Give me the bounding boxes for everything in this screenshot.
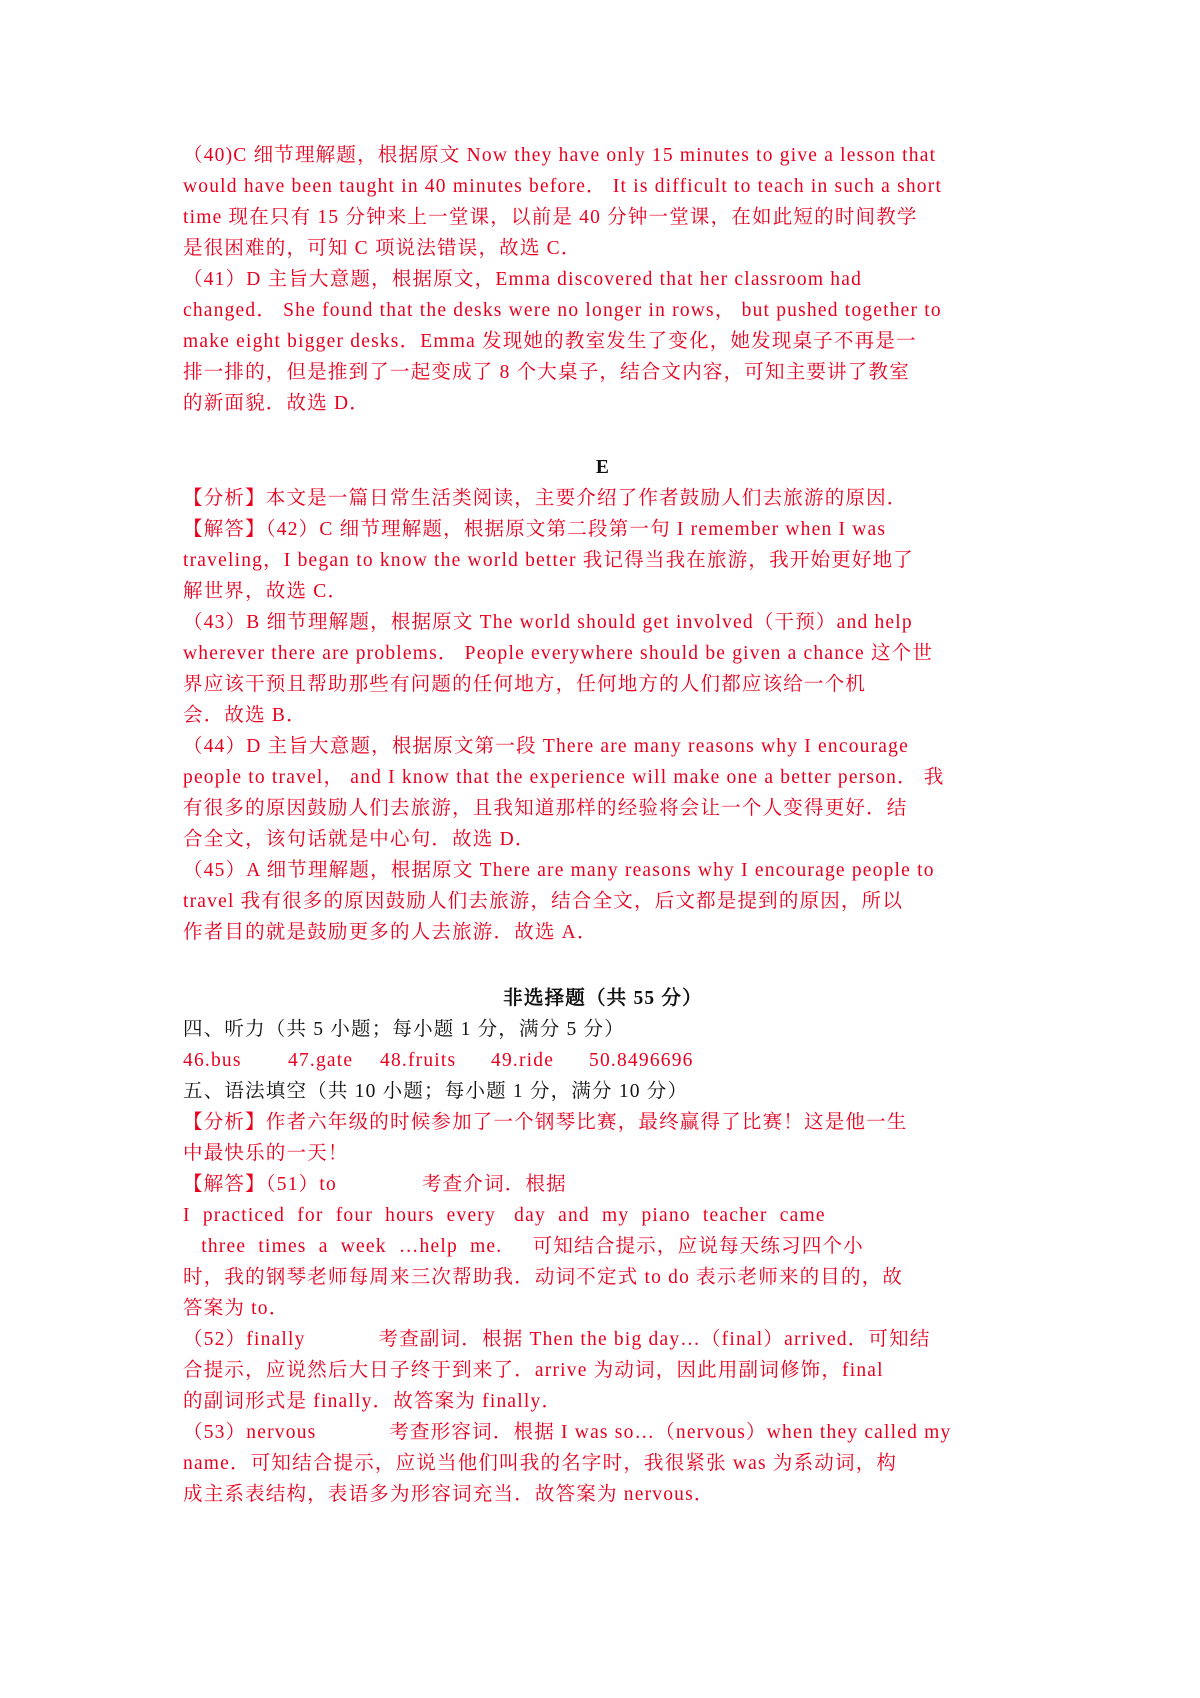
section-heading-e: E [595,457,611,478]
grammar-title: 五、语法填空（共 10 小题；每小题 1 分，满分 10 分） [183,1081,689,1102]
answer-line: 中最快乐的一天！ [183,1143,349,1164]
answer-line: 答案为 to． [183,1298,290,1319]
answer-line: 解世界，故选 C． [183,581,349,602]
answer-line: make eight bigger desks．Emma 发现她的教室发生了变化，她发现桌子不再是一 [183,331,917,352]
answer-line: 【分析】作者六年级的时候参加了一个钢琴比赛，最终赢得了比赛！这是他一生 [183,1112,908,1133]
answer-line: 【解答】（51）to 考查介词．根据 [183,1174,567,1195]
answer-line: 成主系表结构，表语多为形容词充当．故答案为 nervous． [183,1484,715,1505]
answer-line: 合全文，该句话就是中心句．故选 D． [183,829,536,850]
listening-answer: 46.bus [183,1050,242,1071]
listening-answer: 49.ride [491,1050,555,1071]
answer-line: 的副词形式是 finally．故答案为 finally． [183,1391,563,1412]
answer-line: 【解答】（42）C 细节理解题，根据原文第二段第一句 I remember when I was [183,519,887,540]
answer-line: three times a week …help me. 可知结合提示，应说每天练习四个小 [183,1236,864,1257]
answer-line: （44）D 主旨大意题，根据原文第一段 There are many reasons why I encourage [183,736,909,757]
answer-line: 作者目的就是鼓励更多的人去旅游．故选 A． [183,922,598,943]
answer-line: 是很困难的，可知 C 项说法错误，故选 C． [183,238,582,259]
answer-line: I practiced for four hours every day and my piano teacher came [183,1205,826,1226]
answer-line: 【分析】本文是一篇日常生活类阅读，主要介绍了作者鼓励人们去旅游的原因． [183,488,908,509]
answer-line: （41）D 主旨大意题，根据原文，Emma discovered that her classroom had [183,269,863,290]
listening-answer: 47.gate [288,1050,354,1071]
answer-line: 界应该干预且帮助那些有问题的任何地方，任何地方的人们都应该给一个机 [183,674,867,695]
answer-line: traveling，I began to know the world better 我记得当我在旅游，我开始更好地了 [183,550,914,571]
listening-answer: 48.fruits [380,1050,457,1071]
answer-line: would have been taught in 40 minutes before． It is difficult to teach in such a short [183,176,943,197]
answer-line: （40)C 细节理解题，根据原文 Now they have only 15 minutes to give a lesson that [183,145,937,166]
answer-line: changed． She found that the desks were no longer in rows， but pushed together to [183,300,942,321]
answer-line: wherever there are problems． People everywhere should be given a chance 这个世 [183,643,934,664]
answer-line: 有很多的原因鼓励人们去旅游，且我知道那样的经验将会让一个人变得更好．结 [183,798,908,819]
answer-line: 合提示，应说然后大日子终于到来了．arrive 为动词，因此用副词修饰，final [183,1360,884,1381]
answer-line: 会．故选 B． [183,705,307,726]
answer-line: name．可知结合提示，应说当他们叫我的名字时，我很紧张 was 为系动词，构 [183,1453,898,1474]
listening-title: 四、听力（共 5 小题；每小题 1 分，满分 5 分） [183,1019,625,1040]
listening-answers [183,1045,1023,1077]
answer-line: 排一排的，但是推到了一起变成了 8 个大桌子，结合文内容，可知主要讲了教室 [183,362,910,383]
answer-line: travel 我有很多的原因鼓励人们去旅游，结合全文，后文都是提到的原因，所以 [183,891,904,912]
listening-answer: 50.8496696 [589,1050,694,1071]
answer-line: time 现在只有 15 分钟来上一堂课，以前是 40 分钟一堂课，在如此短的时间教学 [183,207,918,228]
answer-line: （53）nervous 考查形容词．根据 I was so…（nervous）when they called my [183,1422,952,1443]
answer-line: people to travel， and I know that the experience will make one a better person． 我 [183,767,945,788]
answer-line: （45）A 细节理解题，根据原文 There are many reasons why I encourage people to [183,860,935,881]
answer-line: （43）B 细节理解题，根据原文 The world should get involved（干预）and help [183,612,913,633]
answer-line: 时，我的钢琴老师每周来三次帮助我．动词不定式 to do 表示老师来的目的，故 [183,1267,904,1288]
answer-line: 的新面貌．故选 D． [183,393,370,414]
answer-line: （52）finally 考查副词．根据 Then the big day…（final）arrived．可知结 [183,1329,931,1350]
section-heading-non-choice: 非选择题（共 55 分） [503,988,703,1009]
